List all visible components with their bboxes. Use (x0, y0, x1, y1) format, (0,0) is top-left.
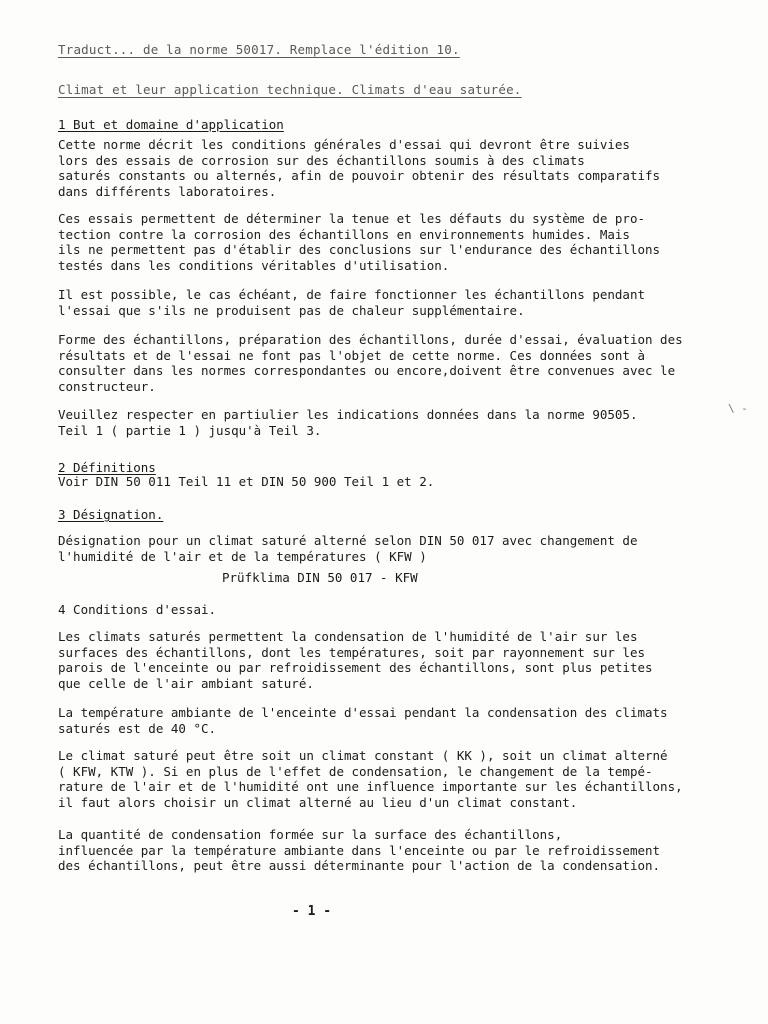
text-line: Le climat saturé peut être soit un climat constant ( KK ), soit un climat alterné (58, 748, 668, 763)
text-line: Voir DIN 50 011 Teil 11 et DIN 50 900 Teil 1 et 2. (58, 474, 435, 489)
text-line: ( KFW, KTW ). Si en plus de l'effet de condensation, le changement de la tempé- (58, 763, 653, 779)
section-4-title: 4 Conditions d'essai. (58, 602, 217, 617)
section-1-paragraph-5 (58, 407, 688, 438)
section-3-title: 3 Désignation. (58, 507, 164, 522)
text-line: constructeur. (58, 378, 156, 394)
document-header-line-1: Traduct... de la norme 50017. Remplace l'édition 10. (58, 42, 460, 57)
section-2-paragraph-1 (58, 474, 688, 490)
section-4-paragraph-2 (58, 705, 688, 736)
text-line: surfaces des échantillons, dont les températures, soit par rayonnement sur les (58, 644, 645, 660)
text-line: rature de l'air et de l'humidité ont une influence importante sur les échantillons, (58, 779, 683, 794)
text-line: Il est possible, le cas échéant, de faire fonctionner les échantillons pendant (58, 287, 645, 302)
text-line: influencée par la température ambiante dans l'enceinte ou par le refroidissement (58, 842, 661, 858)
section-1-title: 1 But et domaine d'application (58, 117, 284, 132)
text-line: des échantillons, peut être aussi déterminante pour l'action de la condensation. (58, 858, 661, 873)
text-line: consulter dans les normes correspondantes ou encore,doivent être convenues avec le (58, 363, 676, 378)
section-1-paragraph-4 (58, 332, 688, 394)
section-1-paragraph-2 (58, 211, 688, 273)
margin-mark: \ - (728, 402, 748, 415)
text-line: que celle de l'air ambiant saturé. (58, 675, 314, 691)
text-line: Les climats saturés permettent la condensation de l'humidité de l'air sur les (58, 629, 638, 644)
designation-code: Prüfklima DIN 50 017 - KFW (222, 570, 418, 585)
text-line: La quantité de condensation formée sur la surface des échantillons, (58, 827, 563, 842)
text-line: Désignation pour un climat saturé alterné selon DIN 50 017 avec changement de (58, 533, 638, 548)
text-line: l'humidité de l'air et de la températures ( KFW ) (58, 548, 427, 564)
text-line: ils ne permettent pas d'établir des conclusions sur l'endurance des échantillons (58, 242, 661, 257)
text-line: dans différents laboratoires. (58, 183, 277, 199)
page-number: - 1 - (292, 904, 332, 919)
section-4-paragraph-1 (58, 629, 688, 691)
document-header-line-2: Climat et leur application technique. Climats d'eau saturée. (58, 82, 522, 97)
section-4-paragraph-4 (58, 827, 688, 874)
text-line: parois de l'enceinte ou par refroidissement des échantillons, sont plus petites (58, 660, 653, 675)
text-line: Cette norme décrit les conditions générales d'essai qui devront être suivies (58, 137, 630, 152)
section-3-paragraph-1 (58, 533, 688, 564)
text-line: résultats et de l'essai ne font pas l'objet de cette norme. Ces données sont à (58, 347, 645, 363)
section-4-paragraph-3 (58, 748, 688, 810)
section-2-title: 2 Définitions (58, 460, 156, 475)
text-line: saturés constants ou alternés, afin de pouvoir obtenir des résultats comparatifs (58, 168, 661, 183)
section-1-paragraph-1 (58, 137, 688, 199)
text-line: Ces essais permettent de déterminer la tenue et les défauts du système de pro- (58, 211, 645, 226)
text-line: testés dans les conditions véritables d'utilisation. (58, 257, 450, 273)
text-line: Teil 1 ( partie 1 ) jusqu'à Teil 3. (58, 422, 322, 438)
text-line: lors des essais de corrosion sur des échantillons soumis à des climats (58, 152, 585, 168)
text-line: il faut alors choisir un climat alterné au lieu d'un climat constant. (58, 794, 578, 810)
text-line: Forme des échantillons, préparation des échantillons, durée d'essai, évaluation des (58, 332, 683, 347)
text-line: l'essai que s'ils ne produisent pas de chaleur supplémentaire. (58, 302, 525, 318)
text-line: tection contre la corrosion des échantillons en environnements humides. Mais (58, 226, 630, 242)
text-line: La température ambiante de l'enceinte d'essai pendant la condensation des climats (58, 705, 668, 720)
section-1-paragraph-3 (58, 287, 688, 318)
text-line: saturés est de 40 °C. (58, 720, 217, 736)
text-line: Veuillez respecter en partiulier les indications données dans la norme 90505. (58, 407, 638, 422)
